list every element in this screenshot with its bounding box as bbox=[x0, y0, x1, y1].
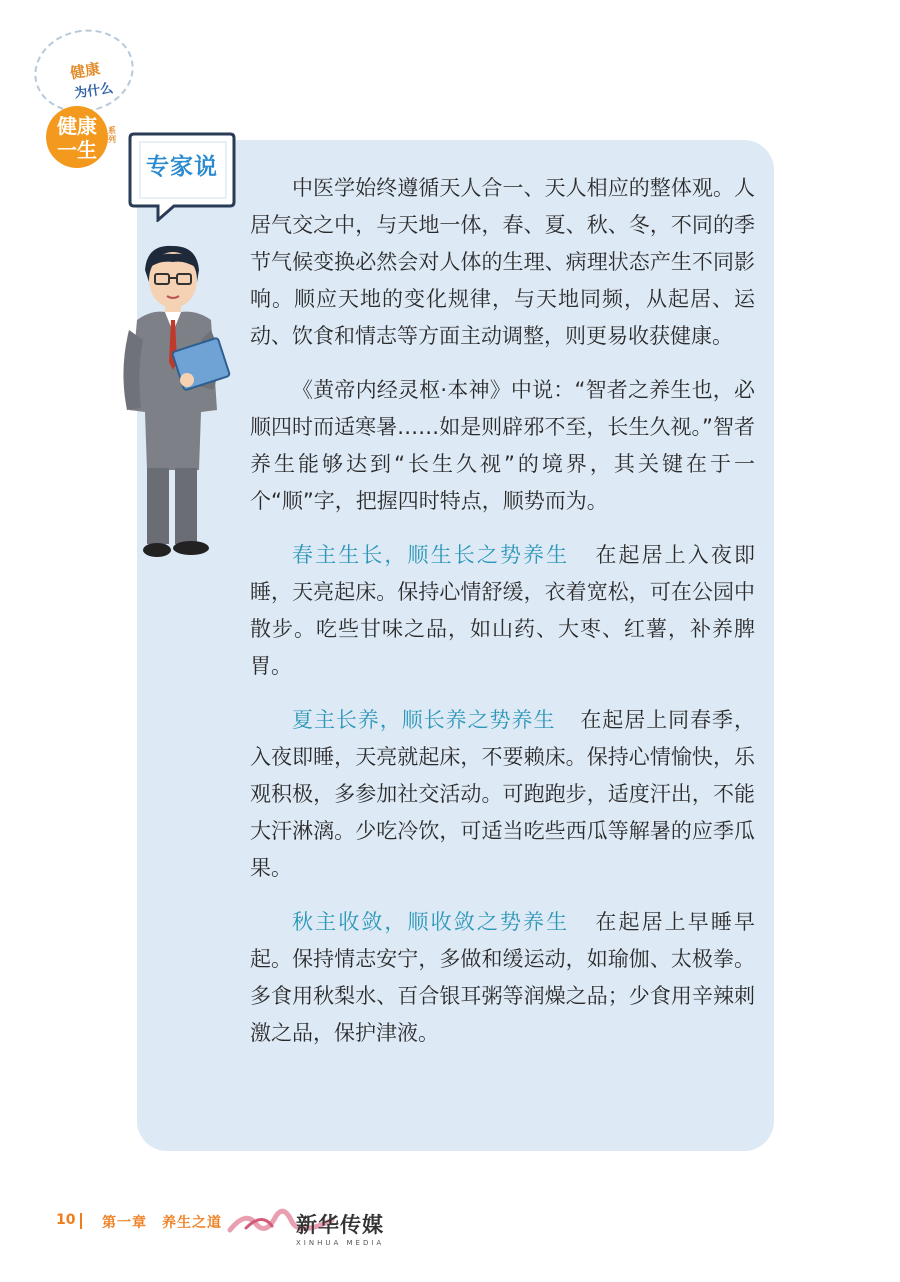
section-heading-spring: 春主生长，顺生长之势养生 bbox=[292, 543, 570, 567]
paragraph-text: 中医学始终遵循天人合一、天人相应的整体观。人居气交之中，与天地一体，春、夏、秋、冬，不同的季节气候变换必然会对人体的生理、病理状态产生不同影响。顺应天地的变化规律，与天地同频，从起居、运动、饮食和情志等方面主动调整，则更易收获健康。 bbox=[250, 176, 755, 348]
bubble-label: 专家说 bbox=[146, 154, 218, 180]
paragraph-spring bbox=[250, 537, 755, 685]
paragraph-text: 《黄帝内经灵枢·本神》中说：“智者之养生也，必顺四时而适寒暑……如是则辟邪不至，长生久视。”智者养生能够达到“长生久视”的境界，其关键在于一个“顺”字，把握四时特点，顺势而为。 bbox=[250, 378, 755, 513]
paragraph-summer bbox=[250, 702, 755, 887]
paragraph-quote bbox=[250, 372, 755, 520]
expert-speech-bubble bbox=[128, 130, 236, 215]
brand-name-en: XINHUA MEDIA bbox=[296, 1239, 385, 1247]
logo-badge-top: 健康 bbox=[57, 114, 97, 138]
logo-badge-bottom: 一生 bbox=[57, 138, 97, 162]
series-logo bbox=[28, 22, 138, 162]
brand-name: 新华传媒 bbox=[296, 1213, 384, 1237]
paragraph-text: 在起居上入夜即睡，天亮起床。保持心情舒缓，衣着宽松，可在公园中散步。吃些甘味之品，如山药、大枣、红薯，补养脾胃。 bbox=[250, 543, 756, 678]
paragraph-intro bbox=[250, 170, 755, 355]
logo-series-tag: 系列 bbox=[108, 126, 116, 144]
article-body bbox=[250, 170, 755, 1069]
section-heading-autumn: 秋主收敛，顺收敛之势养生 bbox=[292, 910, 570, 934]
page-number: 10 bbox=[56, 1212, 76, 1228]
chapter-title: 第一章 养生之道 bbox=[102, 1215, 222, 1231]
section-heading-summer: 夏主长养，顺长养之势养生 bbox=[292, 708, 556, 732]
paragraph-text: 在起居上同春季，入夜即睡，天亮就起床，不要赖床。保持心情愉快，乐观积极，多参加社交活动。可跑跑步，适度汗出，不能大汗淋漓。少吃冷饮，可适当吃些西瓜等解暑的应季瓜果。 bbox=[250, 708, 756, 880]
doctor-illustration bbox=[115, 240, 235, 565]
paragraph-text: 在起居上早睡早起。保持情志安宁，多做和缓运动，如瑜伽、太极拳。多食用秋梨水、百合银耳粥等润燥之品；少食用辛辣刺激之品，保护津液。 bbox=[250, 910, 756, 1045]
logo-subtitle: 为什么 bbox=[73, 81, 115, 102]
paragraph-autumn bbox=[250, 904, 755, 1052]
publisher-brand bbox=[296, 1209, 384, 1247]
footer-divider bbox=[80, 1213, 82, 1229]
logo-title: 健康 bbox=[68, 59, 102, 83]
logo-badge bbox=[46, 106, 108, 168]
